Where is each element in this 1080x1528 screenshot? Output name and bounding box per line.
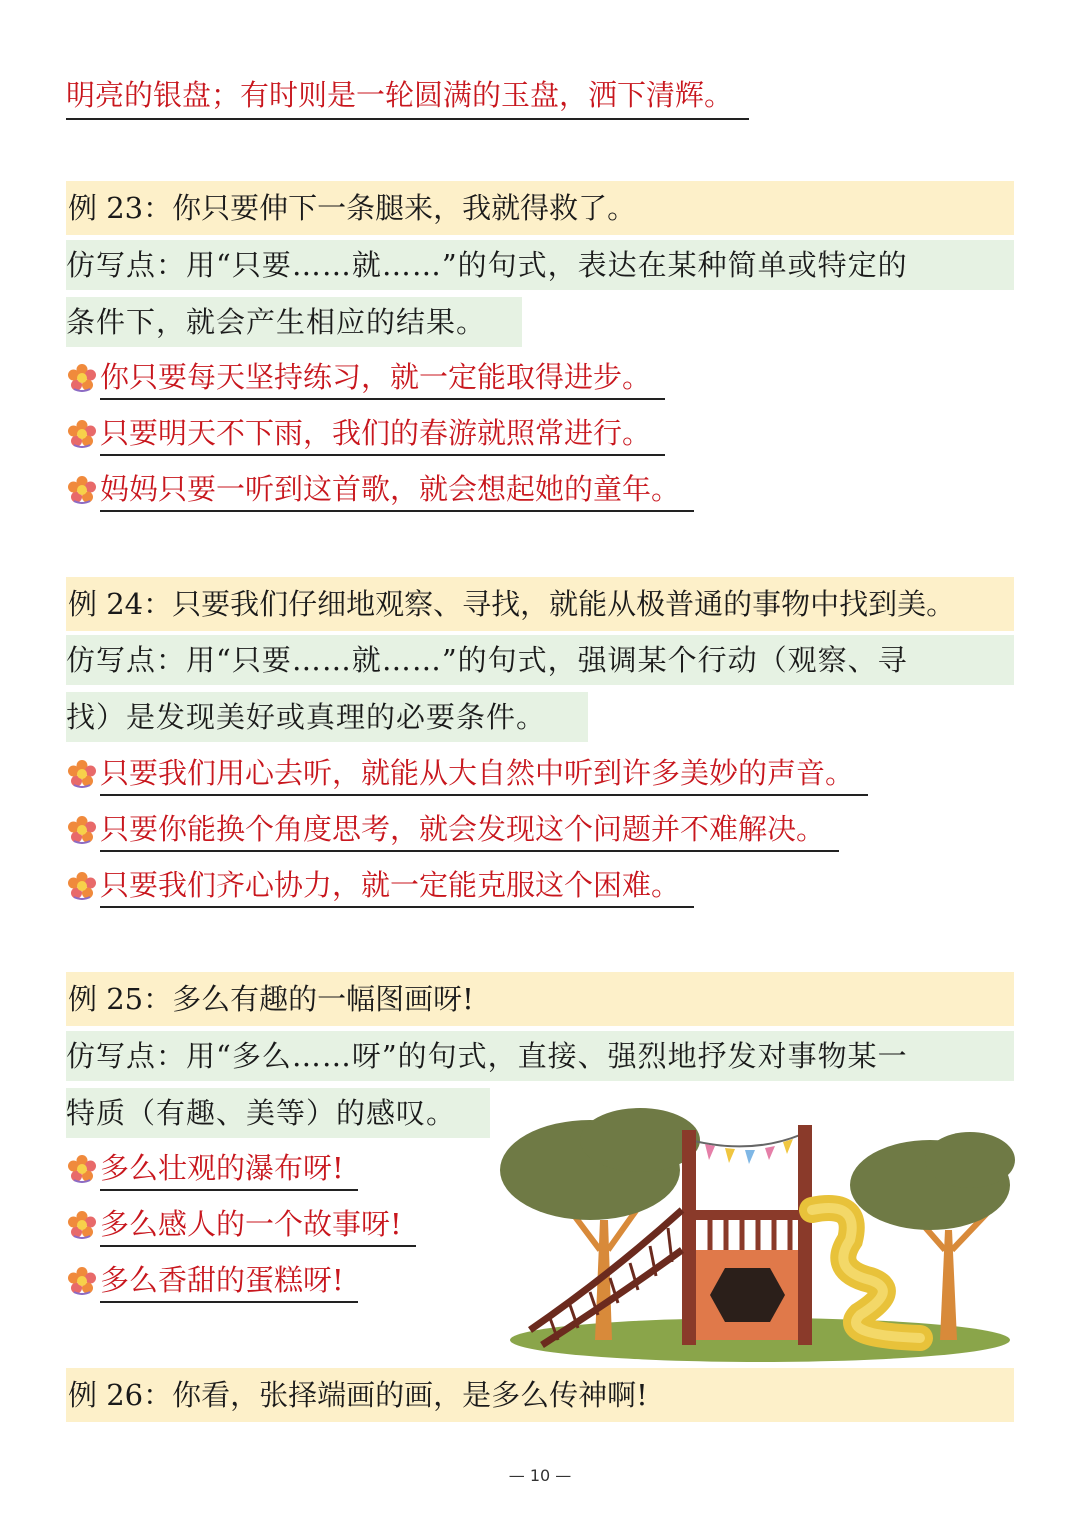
example-23-heading-text: 例 23：你只要伸下一条腿来，我就得救了。 [68,191,637,225]
example-26-heading-text: 例 26：你看，张择端画的画，是多么传神啊! [68,1378,648,1412]
flower-icon [68,1155,96,1183]
example-25-heading [66,972,1014,1026]
example-23-note-line2: 条件下，就会产生相应的结果。 [66,305,487,339]
example-24-note-line1: 仿写点：用“只要……就……”的句式，强调某个行动（观察、寻 [66,643,908,677]
intro-line-text: 明亮的银盘；有时则是一轮圆满的玉盘，洒下清辉。 [66,72,749,120]
sentence-text: 你只要每天坚持练习，就一定能取得进步。 [100,356,665,400]
intro-line [66,70,749,120]
example-23-sentence-3 [68,464,694,516]
page-number: — 10 — [508,1466,572,1485]
sentence-text: 只要我们用心去听，就能从大自然中听到许多美妙的声音。 [100,752,868,796]
example-24-sentence-3 [68,860,694,912]
flower-icon [68,420,96,448]
example-26-heading [66,1368,1014,1422]
example-23-heading [66,181,1014,235]
example-23-sentence-1 [68,352,665,404]
sentence-text: 只要你能换个角度思考，就会发现这个问题并不难解决。 [100,808,839,852]
example-24-note-line2: 找）是发现美好或真理的必要条件。 [66,700,547,734]
sentence-text: 多么香甜的蛋糕呀! [100,1259,358,1303]
example-23-note-line1: 仿写点：用“只要……就……”的句式，表达在某种简单或特定的 [66,248,908,282]
flower-icon [68,872,96,900]
example-24-sentence-1 [68,748,868,800]
sentence-text: 只要我们齐心协力，就一定能克服这个困难。 [100,864,694,908]
example-23-sentence-2 [68,408,665,460]
flower-icon [68,1267,96,1295]
example-24-heading [66,577,1014,631]
flower-icon [68,1211,96,1239]
example-24-sentence-2 [68,804,839,856]
flower-icon [68,816,96,844]
flower-icon [68,364,96,392]
example-25-sentence-1 [68,1143,358,1195]
sentence-text: 妈妈只要一听到这首歌，就会想起她的童年。 [100,468,694,512]
playground-illustration [500,1100,1020,1370]
sentence-text: 多么感人的一个故事呀! [100,1203,416,1247]
example-25-heading-text: 例 25：多么有趣的一幅图画呀! [68,982,474,1016]
sentence-text: 多么壮观的瀑布呀! [100,1147,358,1191]
example-25-sentence-2 [68,1199,416,1251]
flower-icon [68,476,96,504]
flower-icon [68,760,96,788]
sentence-text: 只要明天不下雨，我们的春游就照常进行。 [100,412,665,456]
example-24-heading-text: 例 24：只要我们仔细地观察、寻找，就能从极普通的事物中找到美。 [68,587,956,621]
example-25-sentence-3 [68,1255,358,1307]
example-25-note-line2: 特质（有趣、美等）的感叹。 [66,1096,457,1130]
example-25-note-line1: 仿写点：用“多么……呀”的句式，直接、强烈地抒发对事物某一 [66,1039,908,1073]
